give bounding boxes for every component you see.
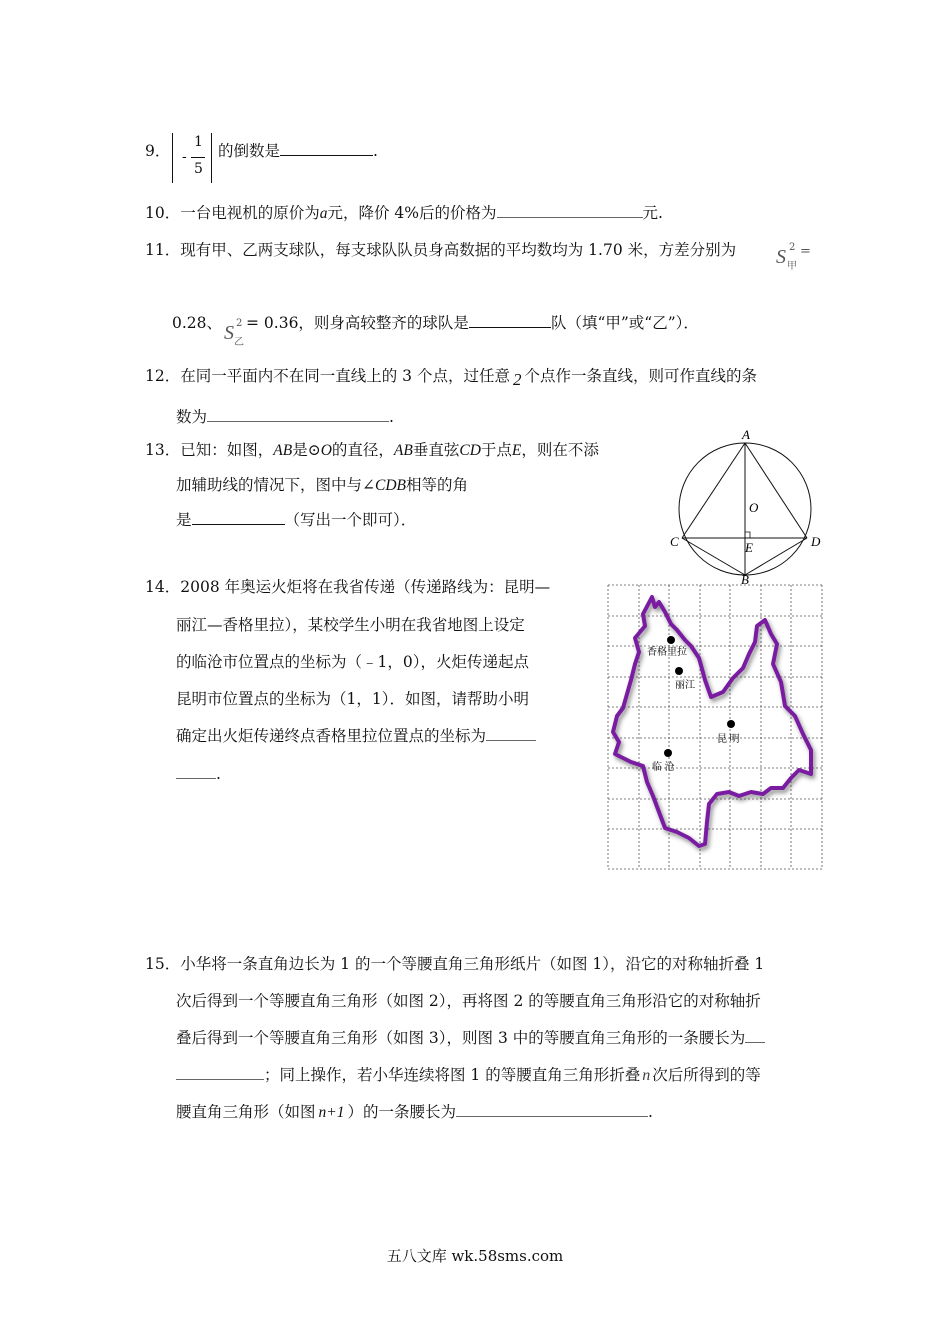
map-grid (608, 585, 822, 869)
q11-s-yi: S (224, 322, 234, 344)
q11-line-1: 现有甲、乙两支球队，每支球队队员身高数据的平均数均为 1.70 米，方差分别为 (180, 241, 737, 259)
q10-stem-3: 元. (642, 204, 663, 222)
marker-lijiang (675, 667, 683, 675)
label-d: D (811, 534, 821, 549)
segment-ad (745, 443, 807, 538)
q15-answer-blank-2[interactable] (456, 1102, 648, 1117)
q10-var-a: a (319, 205, 328, 222)
q13-stem-9: 是 (176, 511, 192, 529)
q13-line-2 (176, 475, 468, 496)
question-11 (145, 240, 736, 260)
q15-line-4 (176, 1065, 761, 1086)
label-lijiang: 丽江 (675, 680, 695, 691)
q14-line-4: 昆明市位置点的坐标为（1，1）．如图，请帮助小明 (176, 690, 529, 708)
q15-line-3 (176, 1028, 765, 1048)
q11-s-jia: S (776, 246, 786, 268)
question-15 (145, 954, 764, 974)
q14-answer-blank-1[interactable] (486, 726, 536, 741)
q13-stem-8: 相等的角 (406, 476, 469, 494)
q9-frac-num: 1 (194, 134, 203, 150)
q9-stem: 的倒数是 (218, 142, 281, 160)
province-border (613, 597, 811, 846)
q9-end: . (373, 142, 378, 160)
q11-line-2 (172, 313, 222, 333)
q12-number: 12． (145, 367, 181, 385)
q10-stem-2: 元，降价 4%后的价格为 (327, 204, 497, 222)
q10-answer-blank[interactable] (497, 203, 643, 218)
q11-stem-2: = 0.36，则身高较整齐的球队是 (246, 314, 469, 332)
q13-o: O (320, 442, 332, 459)
q11-val1: 0.28、 (172, 314, 223, 332)
q15-line-2: 次后得到一个等腰直角三角形（如图 2），再将图 2 的等腰直角三角形沿它的对称轴折 (176, 992, 761, 1010)
question-9 (145, 141, 170, 161)
q14-line-1: 2008 年奥运火炬将在我省传递（传递路线为：昆明— (180, 578, 551, 596)
q13-stem-10: （写出一个即可）． (284, 511, 417, 529)
q12-two: 2 (512, 370, 522, 389)
q15-number: 15． (145, 955, 181, 973)
question-10 (145, 203, 663, 224)
segment-cb (682, 538, 745, 575)
q11-s-jia-sub: 甲 (787, 261, 797, 272)
q13-stem-4: 垂直弦 (412, 441, 460, 459)
q13-stem-7: 加辅助线的情况下，图中与∠ (176, 476, 375, 494)
q12-line-2 (176, 407, 394, 427)
q13-stem-5: 于点 (480, 441, 512, 459)
q11-s-yi-sub: 乙 (234, 337, 244, 348)
q11-answer-blank[interactable] (469, 313, 551, 328)
question-13 (145, 440, 599, 461)
q13-stem-2: 是⊙ (292, 441, 321, 459)
q15-answer-blank-1a[interactable] (745, 1028, 765, 1043)
question-14 (145, 577, 550, 597)
q14-line-5 (176, 726, 536, 746)
q12-stem-2: 个点作一条直线，则可作直线的条 (524, 367, 757, 385)
q14-number: 14． (145, 578, 181, 596)
q9-number: 9． (145, 142, 171, 160)
q15-line-4-text: ；同上操作，若小华连续将图 1 的等腰直角三角形折叠 (264, 1066, 641, 1084)
q13-answer-blank[interactable] (192, 510, 285, 525)
label-c: C (670, 534, 679, 549)
q12-stem-1: 在同一平面内不在同一直线上的 3 个点，过任意 (180, 367, 510, 385)
label-e: E (745, 540, 753, 555)
q12-answer-blank[interactable] (207, 407, 389, 422)
q13-number: 13． (145, 441, 181, 459)
q13-e: E (511, 442, 522, 459)
q13-circle-figure (670, 428, 825, 586)
q13-line-3 (176, 510, 416, 530)
q13-stem-1: 已知：如图， (180, 441, 274, 459)
segment-db (745, 538, 807, 575)
q11-line-2b (246, 313, 699, 333)
q9-abs-expression (172, 133, 212, 183)
page-footer: 五八文库 wk.58sms.com (386, 1247, 564, 1265)
q12-end: . (389, 408, 394, 426)
label-b: B (741, 572, 749, 586)
q11-number: 11． (145, 241, 181, 259)
q14-line-5-text: 确定出火炬传递终点香格里拉位置点的坐标为 (176, 727, 487, 745)
q15-line-1: 小华将一条直角边长为 1 的一个等腰直角三角形纸片（如图 1），沿它的对称轴折叠 1 (180, 955, 765, 973)
marker-shangrila (667, 636, 675, 644)
q9-answer-blank[interactable] (280, 141, 373, 156)
q13-stem-3: 的直径， (331, 441, 394, 459)
marker-kunming (727, 720, 735, 728)
q9-minus: - (182, 149, 187, 165)
q9-text (218, 141, 378, 161)
q15-line-3-text: 叠后得到一个等腰直角三角形（如图 3），则图 3 中的等腰直角三角形的一条腰长为 (176, 1029, 746, 1047)
q14-yunnan-map (605, 582, 825, 872)
label-lincang: 临 沧 (652, 762, 675, 773)
q14-line-3: 的临沧市位置点的坐标为（﹣1，0），火炬传递起点 (176, 653, 529, 671)
label-kunming: 昆 明 (717, 734, 740, 745)
label-o: O (749, 500, 759, 515)
q12-stem-3: 数为 (176, 408, 208, 426)
q15-n: n (642, 1067, 651, 1084)
q15-line-5 (176, 1102, 653, 1123)
marker-lincang (664, 749, 672, 757)
q14-end: . (216, 765, 221, 783)
q15-answer-blank-1b[interactable] (176, 1065, 264, 1080)
q11-s-yi-sup: 2 (236, 318, 243, 329)
q15-line-5b-text: ）的一条腰长为 (347, 1103, 456, 1121)
segment-ac (682, 443, 745, 538)
q9-frac-den: 5 (194, 161, 203, 177)
q10-number: 10． (145, 204, 181, 222)
q15-end: . (648, 1103, 653, 1121)
q15-n-plus-1: n+1 (318, 1104, 345, 1121)
label-shangrila: 香格里拉 (647, 647, 687, 658)
q15-line-5-text: 腰直角三角形（如图 (176, 1103, 316, 1121)
q13-cd: CD (459, 442, 481, 459)
q13-cdb: CDB (375, 477, 406, 494)
q11-s-jia-sup: 2 (789, 242, 796, 253)
right-angle-mark (745, 532, 750, 538)
q13-stem-6: ，则在不添 (521, 441, 599, 459)
q14-line-2: 丽江—香格里拉），某校学生小明在我省地图上设定 (176, 616, 525, 634)
q15-line-4b-text: 次后所得到的等 (652, 1066, 761, 1084)
q14-line-6 (176, 764, 221, 784)
q13-ab2: AB (393, 442, 413, 459)
q13-ab: AB (273, 442, 293, 459)
question-12 (145, 366, 757, 389)
q11-eq: = (800, 244, 811, 259)
q11-stem-3: 队（填“甲”或“乙”）． (550, 314, 699, 332)
label-a: A (742, 428, 750, 442)
q14-answer-blank-2[interactable] (176, 764, 216, 779)
q10-stem-1: 一台电视机的原价为 (180, 204, 320, 222)
